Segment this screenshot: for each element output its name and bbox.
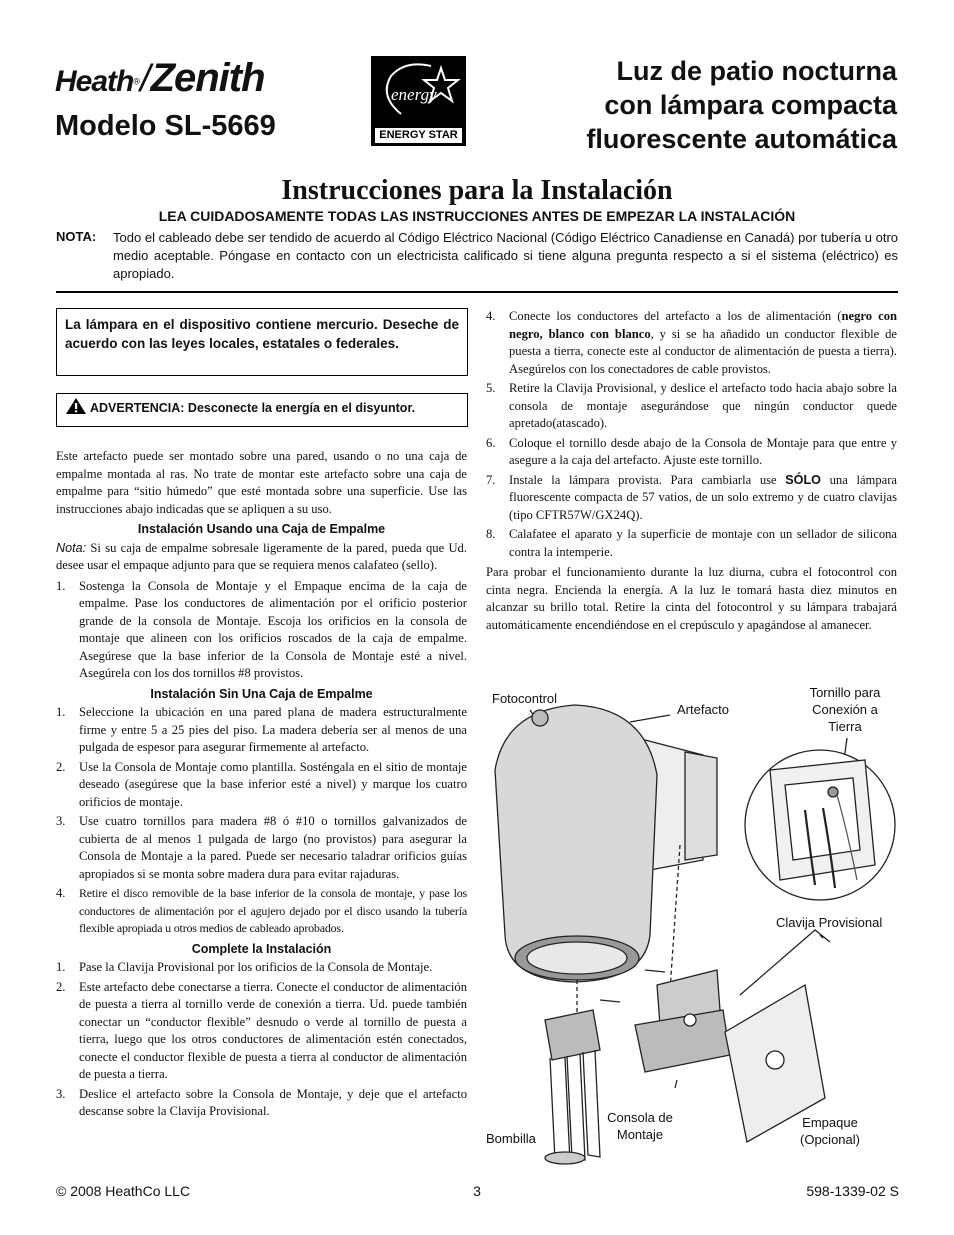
step-number: 1. [56, 705, 66, 719]
label-tornillo [805, 684, 885, 735]
section-title-junction-box: Instalación Usando una Caja de Empalme [137, 522, 386, 536]
warning-triangle-icon [65, 397, 87, 415]
list-item [56, 1086, 467, 1121]
junction-box-steps [56, 578, 467, 683]
step-text-emphasis: SÓLO [785, 472, 821, 487]
registered-mark: ® [133, 76, 140, 87]
test-paragraph: Para probar el funcionamiento durante la luz diurna, cubra el fotocontrol con cinta negra. Encienda la energía. A la luz le tomará hasta diez minutos en alcanzar su brillo total. Retire la cinta del fotocontrol y su lámpara trabajará automáticamente encendiéndose en el crepúsculo y apagándose al amanecer. [486, 565, 897, 632]
label-tornillo-line: Tornillo para [809, 685, 881, 700]
intro-paragraph: Este artefacto puede ser montado sobre una pared, usando o no una caja de empalme montada al ras. No trate de montar este artefacto sobre una caja de empalme para “sitio húmedo” que esté montada sobre una superficie. Use las instrucciones abajo indicadas que se apliquen a su uso. [56, 449, 467, 516]
junction-box-note [56, 540, 467, 575]
nota-label: NOTA: [56, 229, 97, 244]
step-text [509, 472, 897, 525]
step-number: 3. [56, 814, 66, 828]
instructions-title: Instrucciones para la Instalación [281, 175, 673, 206]
label-clavija: Clavija Provisional [776, 915, 883, 930]
brand-heath: Heath [55, 65, 134, 98]
step-text-emphasis: negro con negro, blanco con blanco [509, 309, 897, 341]
energy-script: energy [391, 85, 437, 104]
note-label: Nota: [56, 540, 87, 555]
label-consola-line: Consola de [607, 1110, 673, 1125]
installation-diagram [485, 680, 899, 1170]
label-consola-line: Montaje [616, 1127, 664, 1142]
step-number: 4. [56, 886, 66, 900]
energy-star-icon [371, 56, 466, 126]
mercury-notice: La lámpara en el dispositivo contiene mercurio. Deseche de acuerdo con las leyes locales, estatales o federales. [56, 308, 468, 376]
step-text: Retire la Clavija Provisional, y deslice el artefacto todo hacia abajo sobre la consola de montaje asegurándose que ningún conductor quede apretado(atascado). [509, 381, 897, 430]
product-title-line-2: con lámpara compacta [604, 90, 897, 120]
step-number: 6. [486, 435, 496, 450]
list-item [56, 813, 467, 883]
step-number: 8. [486, 527, 496, 541]
brand-logo [55, 56, 265, 101]
list-item [56, 885, 467, 938]
label-tornillo-line: Tierra [828, 719, 862, 734]
list-item [56, 979, 467, 1084]
warning-text: ADVERTENCIA: Desconecte la energía en el disyuntor. [90, 401, 416, 415]
note-text: Si su caja de empalme sobresale ligeramente de la pared, pueda que Ud. desee usar el empaque adjunto para que se requiera menos calafateo (sello). [56, 540, 467, 572]
right-column [486, 308, 897, 637]
step-text: Pase la Clavija Provisional por los orificios de la Consola de Montaje. [79, 960, 433, 974]
no-junction-box-steps [56, 704, 467, 938]
step-text: Calafatee el aparato y la superficie de montaje con un sellador de silicona contra la intemperie. [509, 527, 897, 559]
list-item [486, 308, 897, 378]
complete-steps [56, 959, 467, 1121]
leader-artefacto [630, 715, 670, 722]
product-title [520, 54, 897, 156]
label-consola [600, 1109, 680, 1143]
step-text: Use cuatro tornillos para madera #8 ó #10 o tornillos galvanizados de cubierta de al menos 1 pulgada de largo (no provistos) para asegurar la Consola de Montaje a la pared. Puede ser necesario taladrar orificios guías apropiados si se monta sobre madera dura para evitar rajaduras. [79, 814, 467, 881]
list-item [486, 435, 897, 470]
page-number: 3 [473, 1183, 481, 1199]
section-title-no-junction-box: Instalación Sin Una Caja de Empalme [150, 686, 373, 701]
list-item [56, 704, 467, 757]
list-item [486, 472, 897, 525]
left-column [56, 448, 467, 1124]
list-item [56, 759, 467, 812]
step-text: Use la Consola de Montaje como plantilla. Sosténgala en el sitio de montaje deseado (asegúrese que la base inferior esté a nivel) y marque los cuatro orificios de montaje. [79, 759, 467, 809]
section-divider [56, 291, 898, 293]
step-text: Seleccione la ubicación en una pared plana de madera estructuralmente firme y entre 5 a 25 pies del piso. La madera debería ser al menos de una pulgada de espesor para asegurar firmemente al artefacto. [79, 705, 467, 754]
step-number: 5. [486, 381, 496, 395]
step-text-part: Instale la lámpara provista. Para cambiarla use [509, 472, 786, 487]
brand-divider: / [140, 58, 151, 100]
step-number: 2. [56, 979, 66, 994]
warning-box [56, 393, 468, 427]
step-text-part: una lámpara fluorescente compacta de 57 vatios, de un solo extremo y de cuatro clavijas (tipo CFTR57W/GX24Q). [509, 472, 898, 522]
product-title-line-1: Luz de patio nocturna [616, 56, 897, 86]
label-artefacto: Artefacto [677, 702, 730, 717]
list-item [486, 526, 897, 561]
step-number: 1. [56, 960, 66, 974]
section-title-complete: Complete la Instalación [191, 941, 332, 956]
label-empaque [790, 1114, 870, 1148]
connection-steps [486, 308, 897, 561]
nota-text: Todo el cableado debe ser tendido de acuerdo al Código Eléctrico Nacional (Código Eléctrico Canadiense en Canadá) por tubería u otro medio aceptable. Póngase en contacto con un electricista calificado si tiene alguna pregunta respecto a si el sistema (eléctrico) es apropiado. [113, 230, 898, 281]
step-number: 3. [56, 1086, 66, 1101]
label-empaque-line: Empaque [802, 1115, 858, 1130]
step-text: Coloque el tornillo desde abajo de la Consola de Montaje para que entre y asegure a la caja del artefacto. Ajuste este tornillo. [509, 435, 897, 467]
step-text: Retire el disco removible de la base inferior de la consola de montaje, y pase los conductores de alimentación por el agujero dejado por el disco usando la tubería flexible apropiada u otros medios de cableado aprobados. [79, 886, 467, 935]
brand-zenith: Zenith [150, 56, 265, 100]
step-text [509, 308, 897, 378]
label-bombilla: Bombilla [486, 1131, 536, 1146]
label-fotocontrol: Fotocontrol [492, 691, 558, 706]
label-empaque-line: (Opcional) [800, 1132, 860, 1147]
list-item [486, 380, 897, 433]
step-text-part: Conecte los conductores del artefacto a los de alimentación ( [509, 309, 842, 323]
step-text-part: , y si se ha añadido un conductor flexible de puesta a tierra, conecte este al conductor de alimentación de puesta a tierra). Asegúrelos con los conectadores de cable provistos. [509, 326, 897, 376]
copyright: © 2008 HeathCo LLC [56, 1183, 191, 1199]
step-number: 7. [486, 472, 496, 487]
step-text: Sostenga la Consola de Montaje y el Empaque encima de la caja de empalme. Pase los conductores de alimentación por el orificio posterior grande de la consola de Montaje. Escoja los orificios en la consola de montaje que alineen con los orificios roscados de la caja de empalme. Asegúrese que la base inferior de la Consola de Montaje esté a nivel. Asegúrela con los dos tornillos #8 provistos. [79, 578, 467, 680]
read-all-notice: LEA CUIDADOSAMENTE TODAS LAS INSTRUCCIONES ANTES DE EMPEZAR LA INSTALACIÓN [158, 208, 796, 224]
label-tornillo-line: Conexión a [812, 702, 878, 717]
list-item [56, 959, 467, 977]
energy-star-logo [371, 56, 466, 146]
step-number: 2. [56, 759, 66, 774]
document-number: 598-1339-02 S [806, 1183, 899, 1199]
model-number: Modelo SL-5669 [55, 110, 276, 142]
step-text: Este artefacto debe conectarse a tierra. Conecte el conductor de alimentación de puesta a tierra al tornillo verde de conexión a tierra. Ud. puede también conectar un “conductor flexible” desnudo o verde al tornillo de puesta a tierra, luego que los otros conductores de alimentación estén conectados, conecte el conductor flexible de puesta a tierra al conductor de alimentación de puesta a tierra. [79, 979, 467, 1081]
product-title-line-3: fluorescente automática [586, 124, 897, 154]
step-number: 1. [56, 578, 66, 593]
step-number: 4. [486, 309, 496, 323]
step-text: Deslice el artefacto sobre la Consola de Montaje, y deje que el artefacto descanse sobre la Clavija Provisional. [79, 1086, 467, 1118]
list-item [56, 578, 467, 683]
energy-star-label: ENERGY STAR [375, 128, 462, 143]
